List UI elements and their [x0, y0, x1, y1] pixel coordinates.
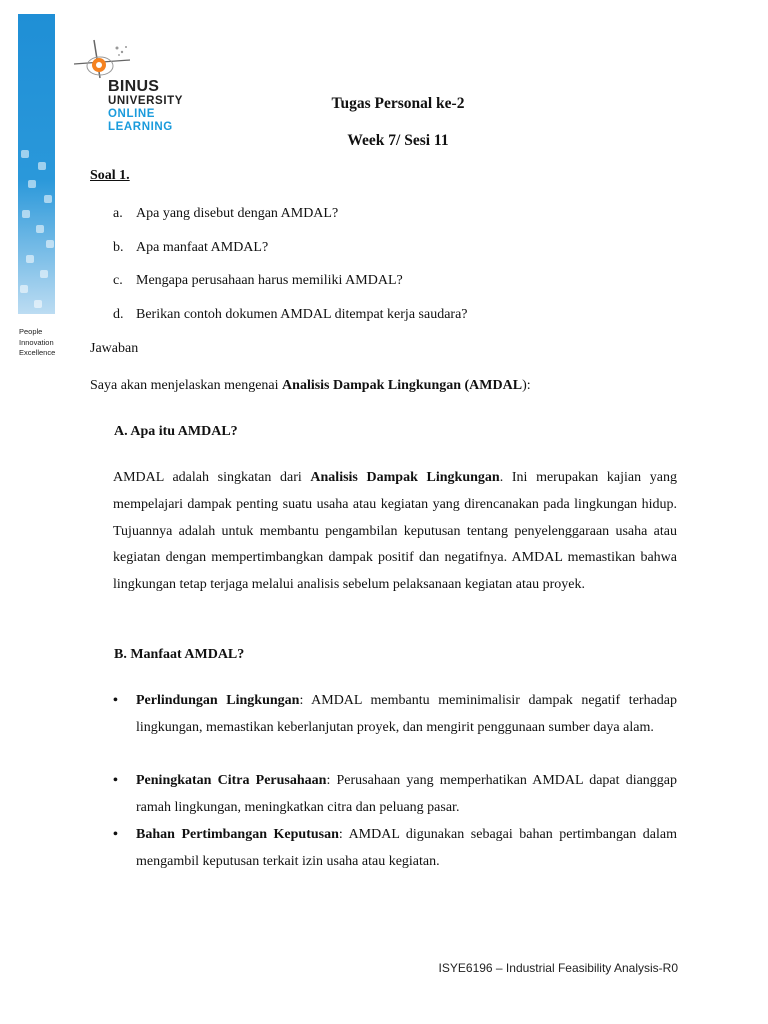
list-item: • Perlindungan Lingkungan: AMDAL membantu meminimalisir dampak negatif terhadap lingkungan, memastikan keberlanjutan proyek, dan mengirit penggunaan sumber daya alam.: [113, 688, 677, 768]
page-footer: ISYE6196 – Industrial Feasibility Analysis-R0: [438, 961, 678, 975]
question-item: c. Mengapa perusahaan harus memiliki AMDAL?: [113, 273, 403, 288]
logo-learning-text: LEARNING: [108, 121, 173, 133]
logo-online-text: ONLINE: [108, 108, 156, 120]
question-item: b. Apa manfaat AMDAL?: [113, 239, 269, 255]
answer-intro: Saya akan menjelaskan mengenai Analisis Dampak Lingkungan (AMDAL):: [90, 378, 531, 393]
section-b-heading: B. Manfaat AMDAL?: [114, 647, 245, 662]
list-item: • Peningkatan Citra Perusahaan: Perusahaan yang memperhatikan AMDAL dapat dianggap ramah lingkungan, meningkatkan citra dan peluang pasar.: [113, 768, 677, 822]
brand-tagline: People Innovation Excellence: [19, 327, 56, 357]
section-a-heading: A. Apa itu AMDAL?: [114, 424, 238, 439]
list-item: • Bahan Pertimbangan Keputusan: AMDAL digunakan sebagai bahan pertimbangan dalam mengambil keputusan terkait izin usaha atau kegiatan.: [113, 822, 677, 875]
logo-binus-text: BINUS: [108, 78, 160, 95]
sidebar-pattern: [18, 140, 55, 315]
benefits-list: [113, 688, 677, 875]
bullet-icon: •: [113, 827, 118, 842]
page-subtitle: Week 7/ Sesi 11: [347, 132, 449, 149]
question-list: [113, 206, 673, 340]
bullet-icon: •: [113, 773, 118, 788]
logo-university-text: UNIVERSITY: [108, 95, 184, 107]
question-item: d. Berikan contoh dokumen AMDAL ditempat kerja saudara?: [113, 306, 468, 322]
page-title: Tugas Personal ke-2: [331, 95, 465, 112]
question-item: a. Apa yang disebut dengan AMDAL?: [113, 206, 339, 221]
section-a-paragraph: AMDAL adalah singkatan dari Analisis Dampak Lingkungan. Ini merupakan kajian yang mempelajari dampak penting suatu usaha atau kegiatan yang direncanakan pada lingkungan hidup. Tujuannya adalah untuk membantu pengambilan keputusan tentang penyelenggaraan usaha atau kegiatan dengan mempertimbangkan dampak positif dan negatifnya. AMDAL memastikan bahwa lingkungan tetap terjaga melalui analisis sebelum pelaksanaan kegiatan atau proyek.: [113, 470, 678, 593]
question-label: Soal 1.: [90, 168, 130, 183]
answer-label: Jawaban: [90, 341, 139, 356]
bullet-icon: •: [113, 693, 118, 708]
